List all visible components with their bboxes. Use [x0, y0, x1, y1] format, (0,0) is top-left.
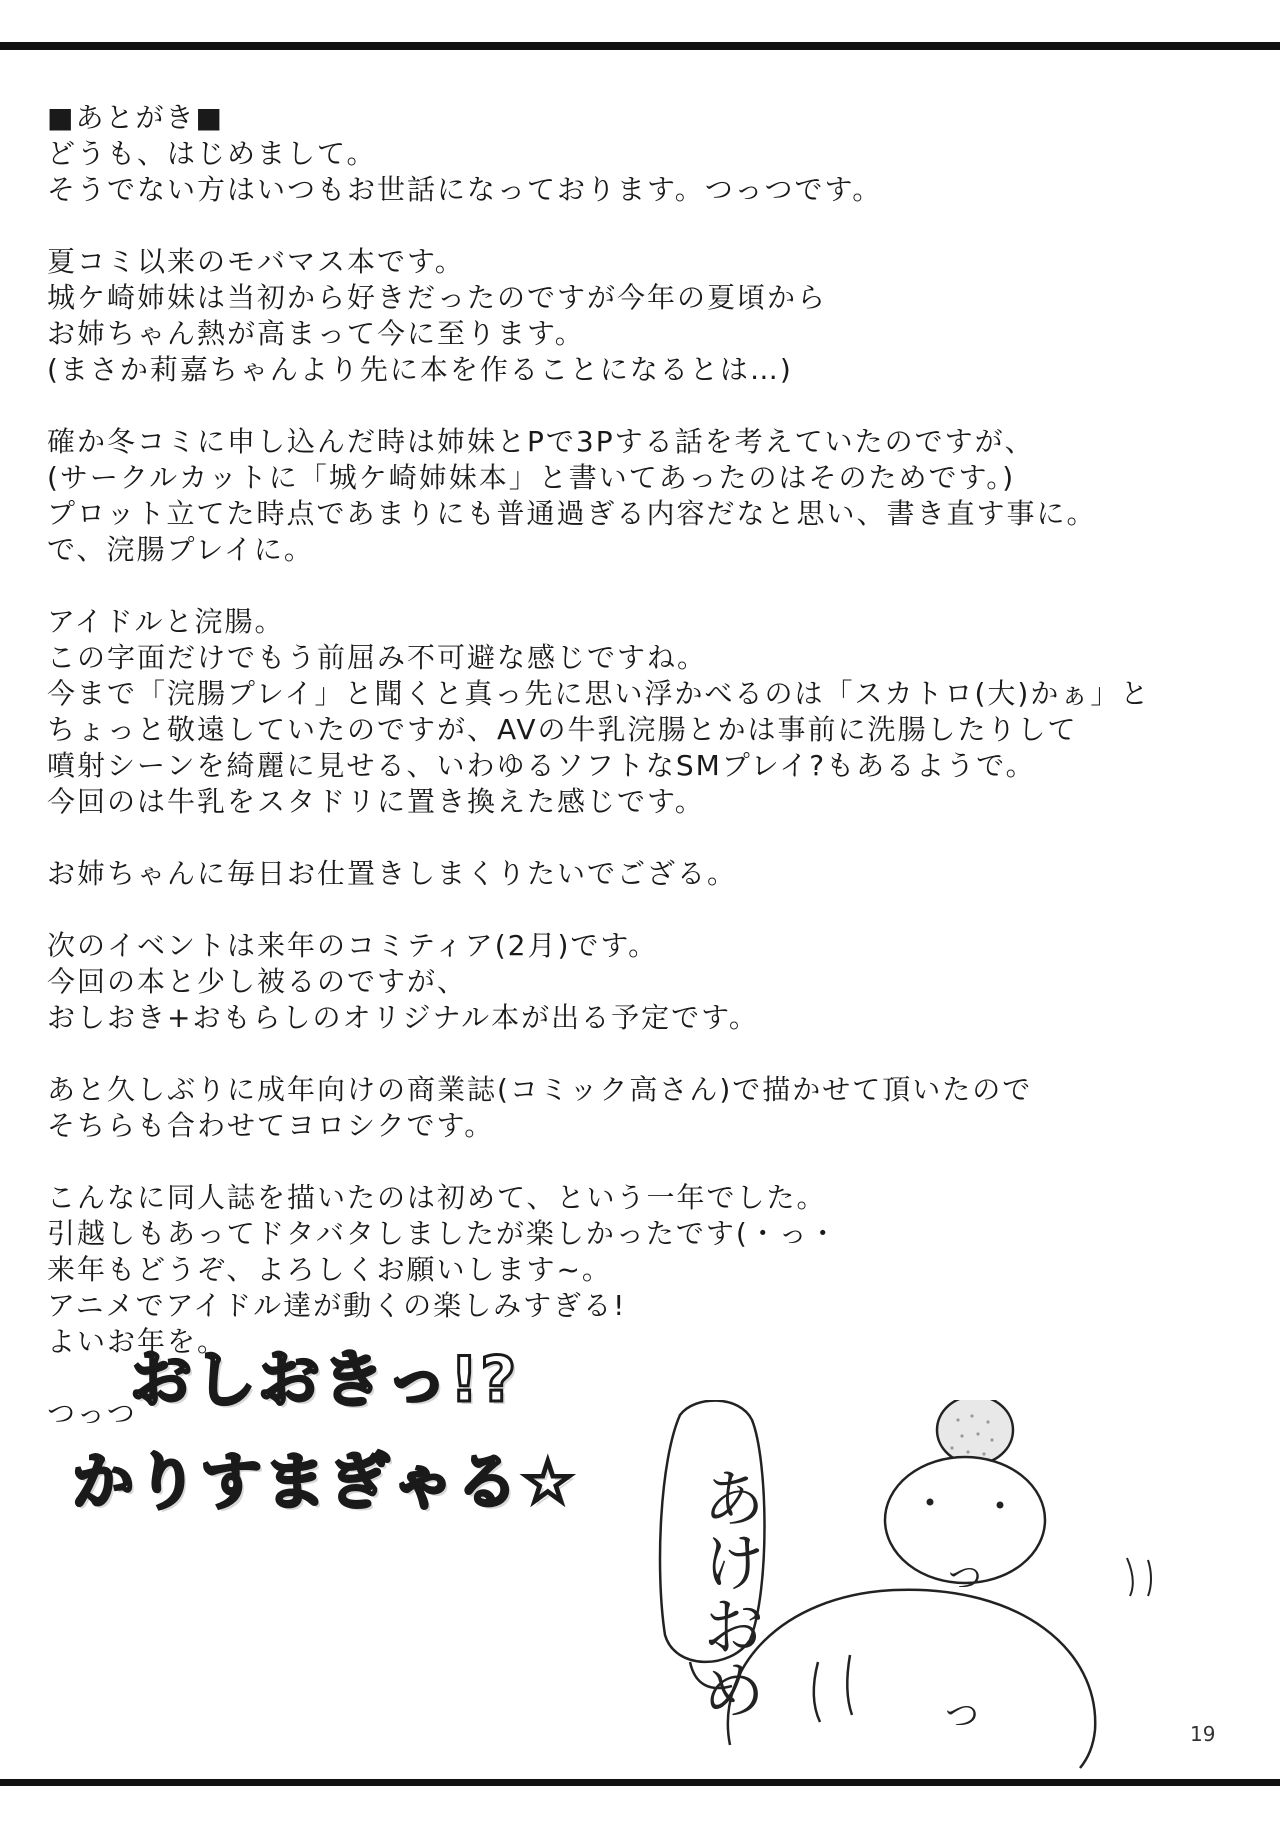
afterword-text [47, 100, 1227, 1432]
text-line: 引越しもあってドタバタしましたが楽しかったです(・っ・ [47, 1217, 839, 1250]
text-line: こんなに同人誌を描いたのは初めて、という一年でした。 [47, 1181, 827, 1214]
text-line: そうでない方はいつもお世話になっております。つっつです。 [47, 173, 883, 206]
text-line: (まさか莉嘉ちゃんより先に本を作ることになるとは…) [47, 353, 793, 386]
text-line: プロット立てた時点であまりにも普通過ぎる内容だなと思い、書き直す事に。 [47, 497, 1097, 530]
snowman-mouth-text: つ [948, 1558, 982, 1598]
text-line: 今回のは牛乳をスタドリに置き換えた感じです。 [47, 785, 705, 818]
text-line: そちらも合わせてヨロシクです。 [47, 1109, 495, 1142]
paragraph-gap [47, 1036, 1227, 1072]
text-line: で、浣腸プレイに。 [47, 533, 314, 566]
text-line: 次のイベントは来年のコミティア(2月)です。 [47, 929, 659, 962]
title-logo-line-1: おしおきっ!? [130, 1343, 519, 1416]
paragraph-gap [47, 568, 1227, 604]
text-line: よいお年を。 [47, 1325, 228, 1358]
paragraph-gap [47, 1144, 1227, 1180]
text-line: この字面だけでもう前屈み不可避な感じですね。 [47, 641, 708, 674]
text-line: (サークルカットに「城ケ崎姉妹本」と書いてあったのはそのためです。) [47, 461, 1016, 494]
text-line: アニメでアイドル達が動くの楽しみすぎる! [47, 1289, 627, 1322]
strawberry [937, 1400, 1013, 1464]
top-border-rule [0, 42, 1280, 50]
text-line: 噴射シーンを綺麗に見せる、いわゆるソフトなSMプレイ?もあるようで。 [47, 749, 1036, 782]
text-line: 来年もどうぞ、よろしくお願いします~。 [47, 1253, 612, 1286]
text-line: あと久しぶりに成年向けの商業誌(コミック高さん)で描かせて頂いたので [47, 1073, 1033, 1106]
right-eye [997, 1502, 1004, 1509]
bottom-border-rule [0, 1779, 1280, 1786]
text-line: 夏コミ以来のモバマス本です。 [47, 245, 465, 278]
text-line: お姉ちゃんに毎日お仕置きしまくりたいでござる。 [47, 857, 738, 890]
paragraph-gap [47, 820, 1227, 856]
text-line: 城ケ崎姉妹は当初から好きだったのですが今年の夏頃から [47, 281, 828, 314]
text-line: どうも、はじめまして。 [47, 137, 377, 170]
text-line: おしおき+おもらしのオリジナル本が出る予定です。 [47, 1001, 759, 1034]
text-line: 確か冬コミに申し込んだ時は姉妹とPで3Pする話を考えていたのですが、 [47, 425, 1035, 458]
left-eye [927, 1499, 934, 1506]
title-logo-line-2: かりすまぎゃる☆ [72, 1445, 578, 1518]
paragraph-gap [47, 892, 1227, 928]
speech-bubble-text: あけおめ [691, 1465, 765, 1721]
snowman-belly-text: つ [945, 1696, 979, 1736]
afterword-heading: ■あとがき■ [47, 101, 224, 134]
text-line: 今回の本と少し被るのですが、 [47, 965, 468, 998]
text-line: お姉ちゃん熱が高まって今に至ります。 [47, 317, 585, 350]
motion-lines [1127, 1558, 1151, 1596]
paragraph-gap [47, 388, 1227, 424]
text-line: ちょっと敬遠していたのですが、AVの牛乳浣腸とかは事前に洗腸したりして [47, 713, 1078, 746]
paragraph-gap [47, 208, 1227, 244]
text-line: 今まで「浣腸プレイ」と聞くと真っ先に思い浮かべるのは「スカトロ(大)かぁ」と [47, 677, 1151, 710]
page-number: 19 [1190, 1722, 1216, 1746]
text-line: アイドルと浣腸。 [47, 605, 285, 638]
author-signature: つっつ [47, 1397, 137, 1430]
snowman-body [728, 1590, 1095, 1768]
